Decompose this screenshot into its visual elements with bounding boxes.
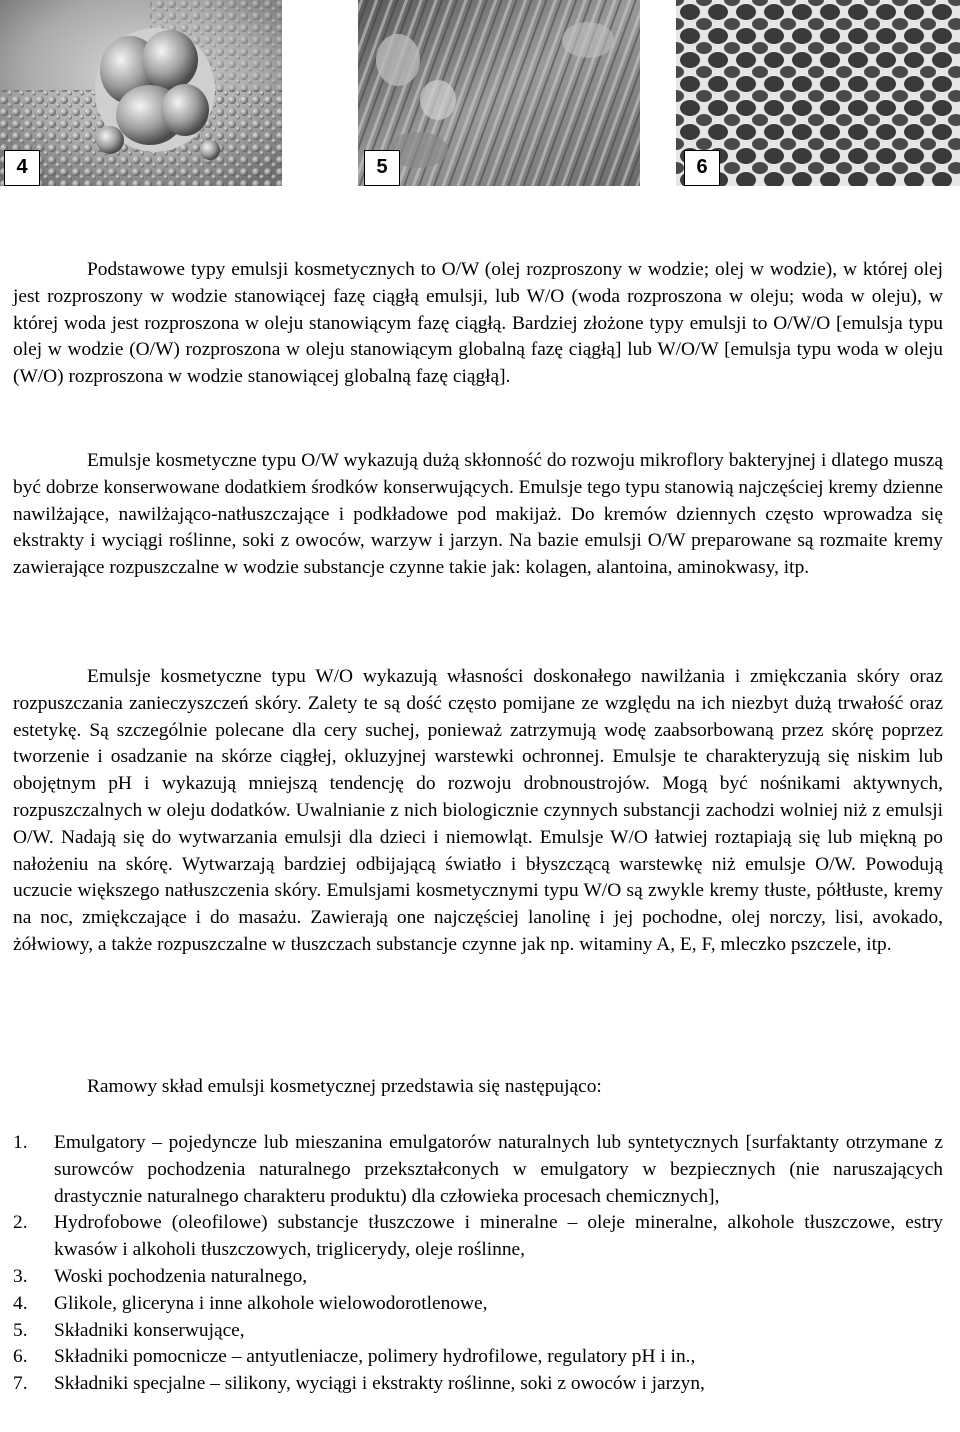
paragraph-ow-emulsions [13,448,943,582]
list-item [13,1264,943,1291]
list-number: 4. [13,1292,28,1314]
list-text: Składniki konserwujące, [54,1319,245,1341]
list-text: Składniki pomocnicze – antyutleniacze, polimery hydrofilowe, regulatory pH i in., [54,1346,696,1368]
paragraph-text: Podstawowe typy emulsji kosmetycznych to O/W (olej rozproszony w wodzie; olej w wodzie), w której olej jest rozproszony w wodzie stanowiącej fazę ciągłą emulsji, lub W/O (woda rozproszona w oleju; woda w oleju), w której woda jest rozproszona w oleju stanowiącym fazę ciągłą. Bardziej złożone typy emulsji to O/W/O [emulsja typu olej w wodzie (O/W) rozproszona w oleju stanowiącym globalną fazę ciągłą] lub W/O/W [emulsja typu woda w oleju (W/O) rozproszona w wodzie stanowiącej globalną fazę ciągłą]. [13,259,943,388]
list-text: Emulgatory – pojedyncze lub mieszanina emulgatorów naturalnych lub syntetycznych [surfaktanty otrzymane z surowców pochodzenia naturalnego przekształconych w emulgatory w bezpiecznych (nie naruszających drastycznie naturalnego charakteru produktu) dla człowieka procesach chemicznych], [54,1132,943,1207]
list-number: 7. [13,1373,28,1395]
list-text: Hydrofobowe (oleofilowe) substancje tłuszczowe i mineralne – oleje mineralne, alkohole tłuszczowe, estry kwasów i alkoholi tłuszczowych, triglicerydy, oleje roślinne, [54,1212,943,1261]
image-label-6: 6 [684,150,720,186]
microscopy-image-fibrous-structure [358,0,640,186]
list-text: Woski pochodzenia naturalnego, [54,1265,308,1287]
list-number: 2. [13,1212,28,1234]
list-item [13,1130,943,1210]
paragraph-emulsion-types [13,257,943,391]
micrograph-4 [0,0,282,186]
paragraph-wo-emulsions [13,664,943,959]
microscopy-image-emulsion-droplets [0,0,282,186]
list-text: Glikole, gliceryna i inne alkohole wielowodorotlenowe, [54,1292,488,1314]
list-number: 6. [13,1346,28,1368]
list-item [13,1318,943,1345]
list-number: 3. [13,1265,28,1287]
list-item [13,1371,943,1398]
list-number: 1. [13,1132,28,1153]
composition-list [13,1130,943,1398]
micrograph-6 [676,0,960,186]
micrograph-row [0,0,960,186]
paragraph-text: Emulsje kosmetyczne typu O/W wykazują dużą skłonność do rozwoju mikroflory bakteryjnej i dlatego muszą być dobrze konserwowane dodatkiem środków konserwujących. Emulsje tego typu stanowią najczęściej kremy dzienne nawilżające, nawilżająco-natłuszczające i podkładowe pod makijaż. Do kremów dziennych często wprowadza się ekstrakty i wyciągi roślinne, soki z owoców, warzyw i jarzyn. Na bazie emulsji O/W preparowane są rozmaite kremy zawierające rozpuszczalne w wodzie substancje czynne takie jak: kolagen, alantoina, aminokwasy, itp. [13,450,943,579]
paragraph-text: Emulsje kosmetyczne typu W/O wykazują własności doskonałego nawilżania i zmiękczania skóry oraz rozpuszczania zanieczyszczeń skóry. Zalety te są dość często pomijane ze względu na ich niezbyt dużą trwałość oraz estetykę. Są szczególnie polecane dla cery suchej, ponieważ zatrzymują wodę zaabsorbowaną przez skórę poprzez tworzenie i osadzanie na skórze ciągłej, okluzyjnej warstewki ochronnej. Emulsje te charakteryzują się niskim lub obojętnym pH i wykazują mniejszą tendencję do rozwoju drobnoustrojów. Mogą być nośnikami aktywnych, rozpuszczalnych w oleju dodatków. Uwalnianie z nich biologicznie czynnych substancji zachodzi wolniej niż z emulsji O/W. Nadają się do wytwarzania emulsji dla dzieci i niemowląt. Emulsje W/O łatwiej roztapiają się lub miękną po nałożeniu na skórę. Wytwarzają bardziej odbijającą światło i błyszczącą warstewkę niż emulsje O/W. Powodują uczucie większego natłuszczenia skóry. Emulsjami kosmetycznymi typu W/O są zwykle kremy tłuste, półtłuste, kremy na noc, zmiękczające i do masażu. Zawierają one najczęściej lanolinę i jej pochodne, olej norczy, lisi, avokado, żółwiowy, a także rozpuszczalne w tłuszczach substancje czynne jak np. witaminy A, E, F, mleczko pszczele, itp. [13,666,943,955]
list-item [13,1344,943,1371]
image-label-4: 4 [4,150,40,186]
micrograph-5 [358,0,640,186]
paragraph-composition-intro [13,1074,943,1101]
list-text: Składniki specjalne – silikony, wyciągi i ekstrakty roślinne, soki z owoców i jarzyn, [54,1373,705,1395]
list-item [13,1291,943,1318]
list-item [13,1210,943,1264]
paragraph-text: Ramowy skład emulsji kosmetycznej przedstawia się następująco: [87,1076,602,1097]
list-number: 5. [13,1319,28,1341]
image-label-5: 5 [364,150,400,186]
